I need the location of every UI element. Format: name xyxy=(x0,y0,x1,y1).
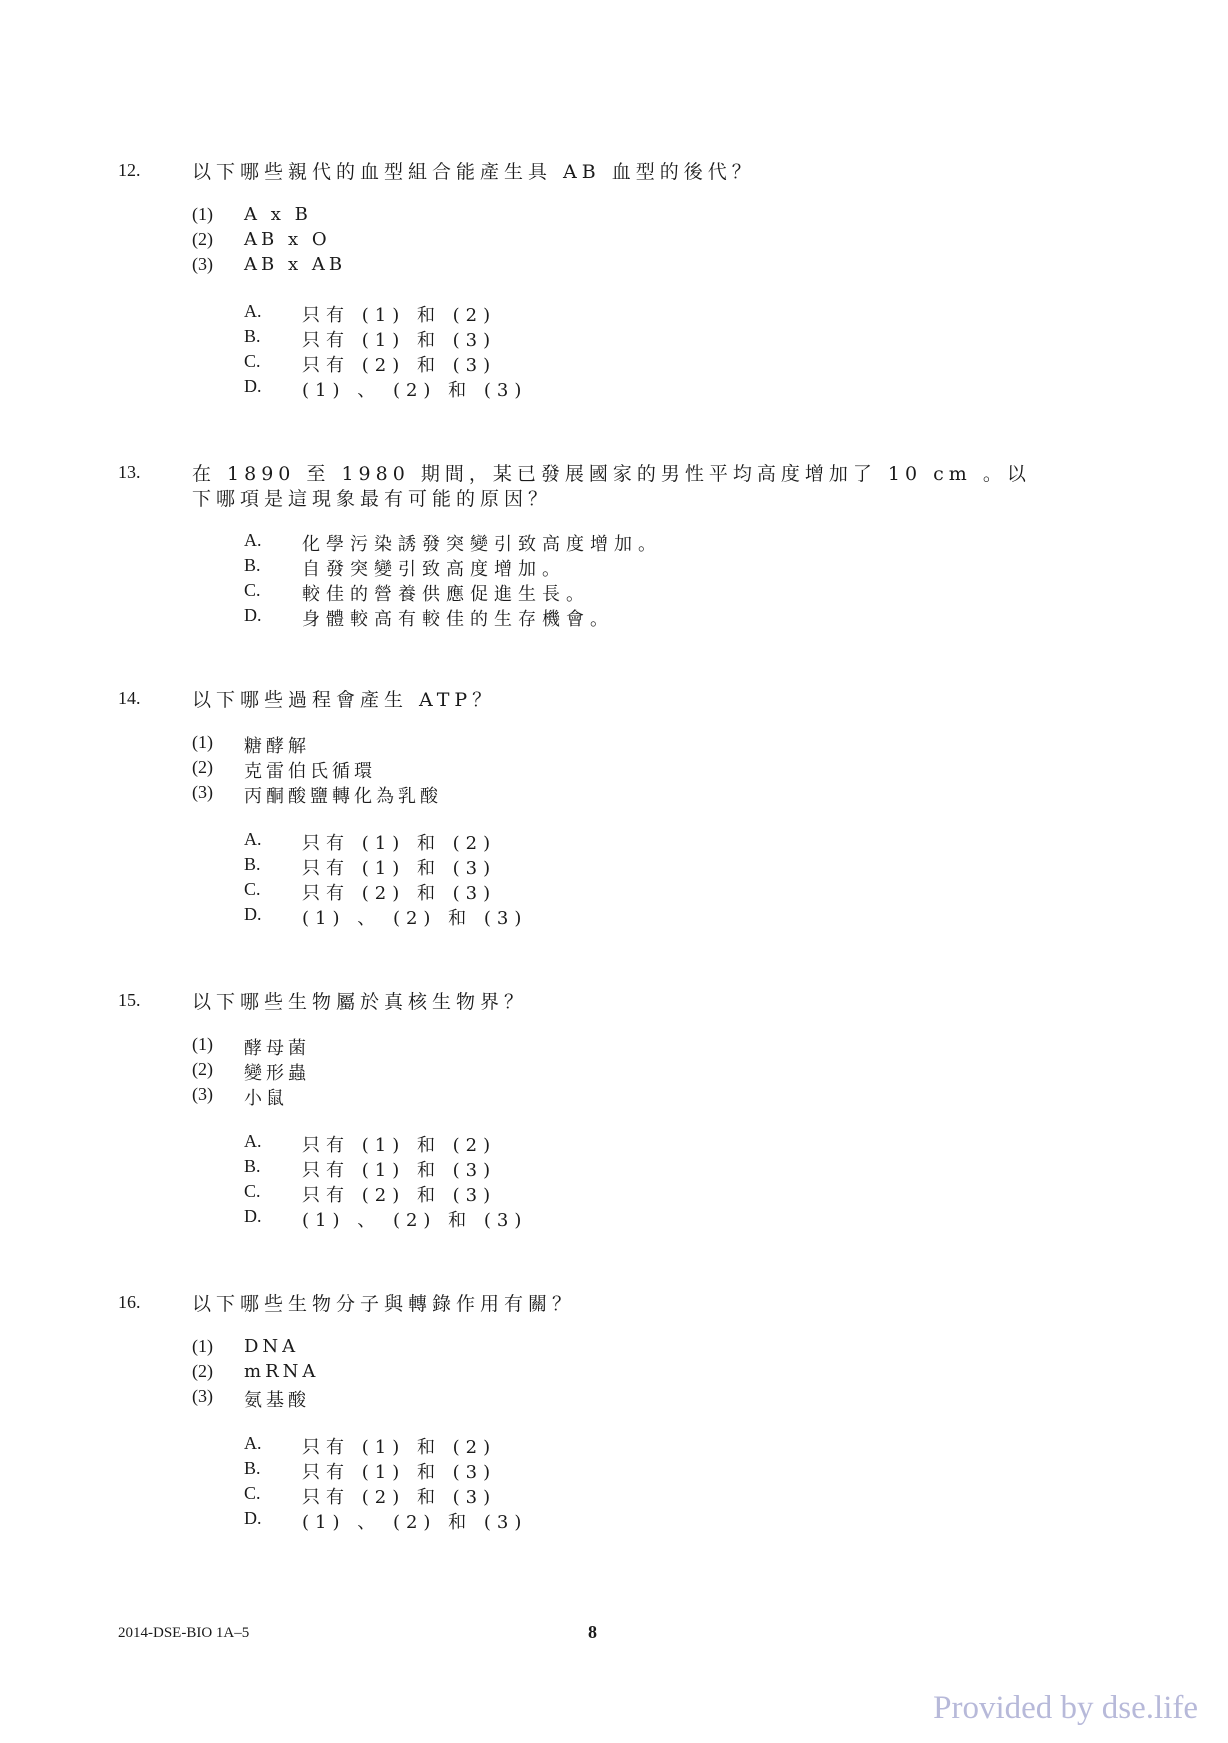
answer-options xyxy=(244,301,1098,401)
answer-options xyxy=(244,829,1098,929)
statement-list xyxy=(192,732,1098,807)
statement-number: (1) xyxy=(192,204,213,224)
option-c[interactable] xyxy=(244,351,1098,376)
option-text: 只有 (2) 和 (3) xyxy=(302,1487,497,1508)
option-a[interactable] xyxy=(244,530,1098,555)
option-letter: C. xyxy=(244,351,261,371)
option-text: 自發突變引致高度增加。 xyxy=(302,559,566,580)
option-letter: A. xyxy=(244,829,262,849)
question-text: 以下哪些親代的血型組合能產生具 AB 血型的後代？ xyxy=(192,161,756,183)
statement-item xyxy=(192,204,1098,229)
statement-text: DNA xyxy=(244,1336,300,1357)
option-letter: A. xyxy=(244,301,262,321)
option-b[interactable] xyxy=(244,854,1098,879)
page-number: 8 xyxy=(588,1622,597,1642)
statement-text: 丙酮酸鹽轉化為乳酸 xyxy=(244,786,442,807)
option-text: 只有 (1) 和 (3) xyxy=(302,858,497,879)
statement-text: 小鼠 xyxy=(244,1088,288,1109)
answer-options xyxy=(244,1131,1098,1231)
statement-number: (2) xyxy=(192,229,213,249)
statement-number: (2) xyxy=(192,1361,213,1381)
statement-item xyxy=(192,1059,1098,1084)
question-number: 15. xyxy=(118,990,141,1010)
paper-code: 2014-DSE-BIO 1A–5 xyxy=(118,1625,250,1641)
option-text: 化學污染誘發突變引致高度增加。 xyxy=(302,534,662,555)
question-13 xyxy=(118,462,1098,630)
option-d[interactable] xyxy=(244,376,1098,401)
statement-number: (2) xyxy=(192,757,213,777)
option-d[interactable] xyxy=(244,904,1098,929)
option-letter: A. xyxy=(244,530,262,550)
option-letter: B. xyxy=(244,555,261,575)
statement-item xyxy=(192,1084,1098,1109)
statement-item xyxy=(192,254,1098,279)
option-text: 只有 (1) 和 (2) xyxy=(302,1135,497,1156)
option-a[interactable] xyxy=(244,1131,1098,1156)
question-16 xyxy=(118,1292,1098,1533)
option-letter: B. xyxy=(244,1458,261,1478)
option-letter: C. xyxy=(244,1181,261,1201)
option-letter: D. xyxy=(244,1206,262,1226)
option-text: 只有 (1) 和 (3) xyxy=(302,1462,497,1483)
statement-number: (1) xyxy=(192,1034,213,1054)
statement-item xyxy=(192,732,1098,757)
option-letter: A. xyxy=(244,1131,262,1151)
statement-number: (2) xyxy=(192,1059,213,1079)
question-text: 以下哪些過程會產生 ATP？ xyxy=(192,689,497,711)
statement-number: (3) xyxy=(192,1386,213,1406)
question-text: 在 1890 至 1980 期間，某已發展國家的男性平均高度增加了 10 cm 。以 下哪項是這現象最有可能的原因？ xyxy=(192,463,1031,510)
option-d[interactable] xyxy=(244,1508,1098,1533)
statement-text: 氨基酸 xyxy=(244,1390,310,1411)
question-text: 以下哪些生物分子與轉錄作用有關？ xyxy=(192,1293,577,1315)
statement-item xyxy=(192,1361,1098,1386)
option-c[interactable] xyxy=(244,1181,1098,1206)
option-letter: B. xyxy=(244,854,261,874)
option-a[interactable] xyxy=(244,1433,1098,1458)
option-text: 只有 (1) 和 (2) xyxy=(302,305,497,326)
question-text: 以下哪些生物屬於真核生物界？ xyxy=(192,991,529,1013)
statement-number: (3) xyxy=(192,1084,213,1104)
statement-text: A x B xyxy=(244,204,312,225)
statement-text: 酵母菌 xyxy=(244,1038,310,1059)
option-letter: C. xyxy=(244,1483,261,1503)
option-b[interactable] xyxy=(244,1156,1098,1181)
option-letter: D. xyxy=(244,1508,262,1528)
statement-item xyxy=(192,1336,1098,1361)
question-number: 16. xyxy=(118,1292,141,1312)
option-letter: C. xyxy=(244,879,261,899)
option-d[interactable] xyxy=(244,605,1098,630)
option-c[interactable] xyxy=(244,879,1098,904)
answer-options xyxy=(244,530,1098,630)
watermark-link[interactable]: Provided by dse.life xyxy=(933,1690,1198,1726)
option-text: 只有 (2) 和 (3) xyxy=(302,355,497,376)
option-letter: C. xyxy=(244,580,261,600)
statement-text: AB x O xyxy=(244,229,331,250)
option-a[interactable] xyxy=(244,301,1098,326)
option-c[interactable] xyxy=(244,580,1098,605)
option-text: (1) 、 (2) 和 (3) xyxy=(302,908,528,929)
option-letter: D. xyxy=(244,605,262,625)
question-14 xyxy=(118,688,1098,929)
option-text: 較佳的營養供應促進生長。 xyxy=(302,584,590,605)
option-text: 身體較高有較佳的生存機會。 xyxy=(302,609,614,630)
statement-list xyxy=(192,204,1098,279)
option-text: 只有 (1) 和 (3) xyxy=(302,1160,497,1181)
question-12 xyxy=(118,160,1098,401)
statement-number: (3) xyxy=(192,254,213,274)
question-number: 13. xyxy=(118,462,141,482)
question-15 xyxy=(118,990,1098,1231)
option-text: (1) 、 (2) 和 (3) xyxy=(302,1512,528,1533)
statement-number: (3) xyxy=(192,782,213,802)
answer-options xyxy=(244,1433,1098,1533)
option-d[interactable] xyxy=(244,1206,1098,1231)
option-c[interactable] xyxy=(244,1483,1098,1508)
statement-list xyxy=(192,1336,1098,1411)
question-number: 14. xyxy=(118,688,141,708)
statement-text: 糖酵解 xyxy=(244,736,310,757)
statement-item xyxy=(192,1034,1098,1059)
option-b[interactable] xyxy=(244,1458,1098,1483)
statement-number: (1) xyxy=(192,732,213,752)
option-text: 只有 (1) 和 (2) xyxy=(302,833,497,854)
option-text: 只有 (2) 和 (3) xyxy=(302,1185,497,1206)
statement-item xyxy=(192,229,1098,254)
statement-text: mRNA xyxy=(244,1361,320,1382)
option-b[interactable] xyxy=(244,555,1098,580)
statement-text: 變形蟲 xyxy=(244,1063,310,1084)
option-letter: D. xyxy=(244,904,262,924)
statement-list xyxy=(192,1034,1098,1109)
statement-number: (1) xyxy=(192,1336,213,1356)
statement-item xyxy=(192,757,1098,782)
option-letter: A. xyxy=(244,1433,262,1453)
option-text: (1) 、 (2) 和 (3) xyxy=(302,1210,528,1231)
option-text: 只有 (1) 和 (2) xyxy=(302,1437,497,1458)
option-letter: B. xyxy=(244,326,261,346)
statement-text: AB x AB xyxy=(244,254,347,275)
option-b[interactable] xyxy=(244,326,1098,351)
statement-item xyxy=(192,782,1098,807)
statement-text: 克雷伯氏循環 xyxy=(244,761,376,782)
statement-item xyxy=(192,1386,1098,1411)
option-text: 只有 (1) 和 (3) xyxy=(302,330,497,351)
option-a[interactable] xyxy=(244,829,1098,854)
option-text: 只有 (2) 和 (3) xyxy=(302,883,497,904)
option-letter: D. xyxy=(244,376,262,396)
option-letter: B. xyxy=(244,1156,261,1176)
option-text: (1) 、 (2) 和 (3) xyxy=(302,380,528,401)
question-number: 12. xyxy=(118,160,141,180)
